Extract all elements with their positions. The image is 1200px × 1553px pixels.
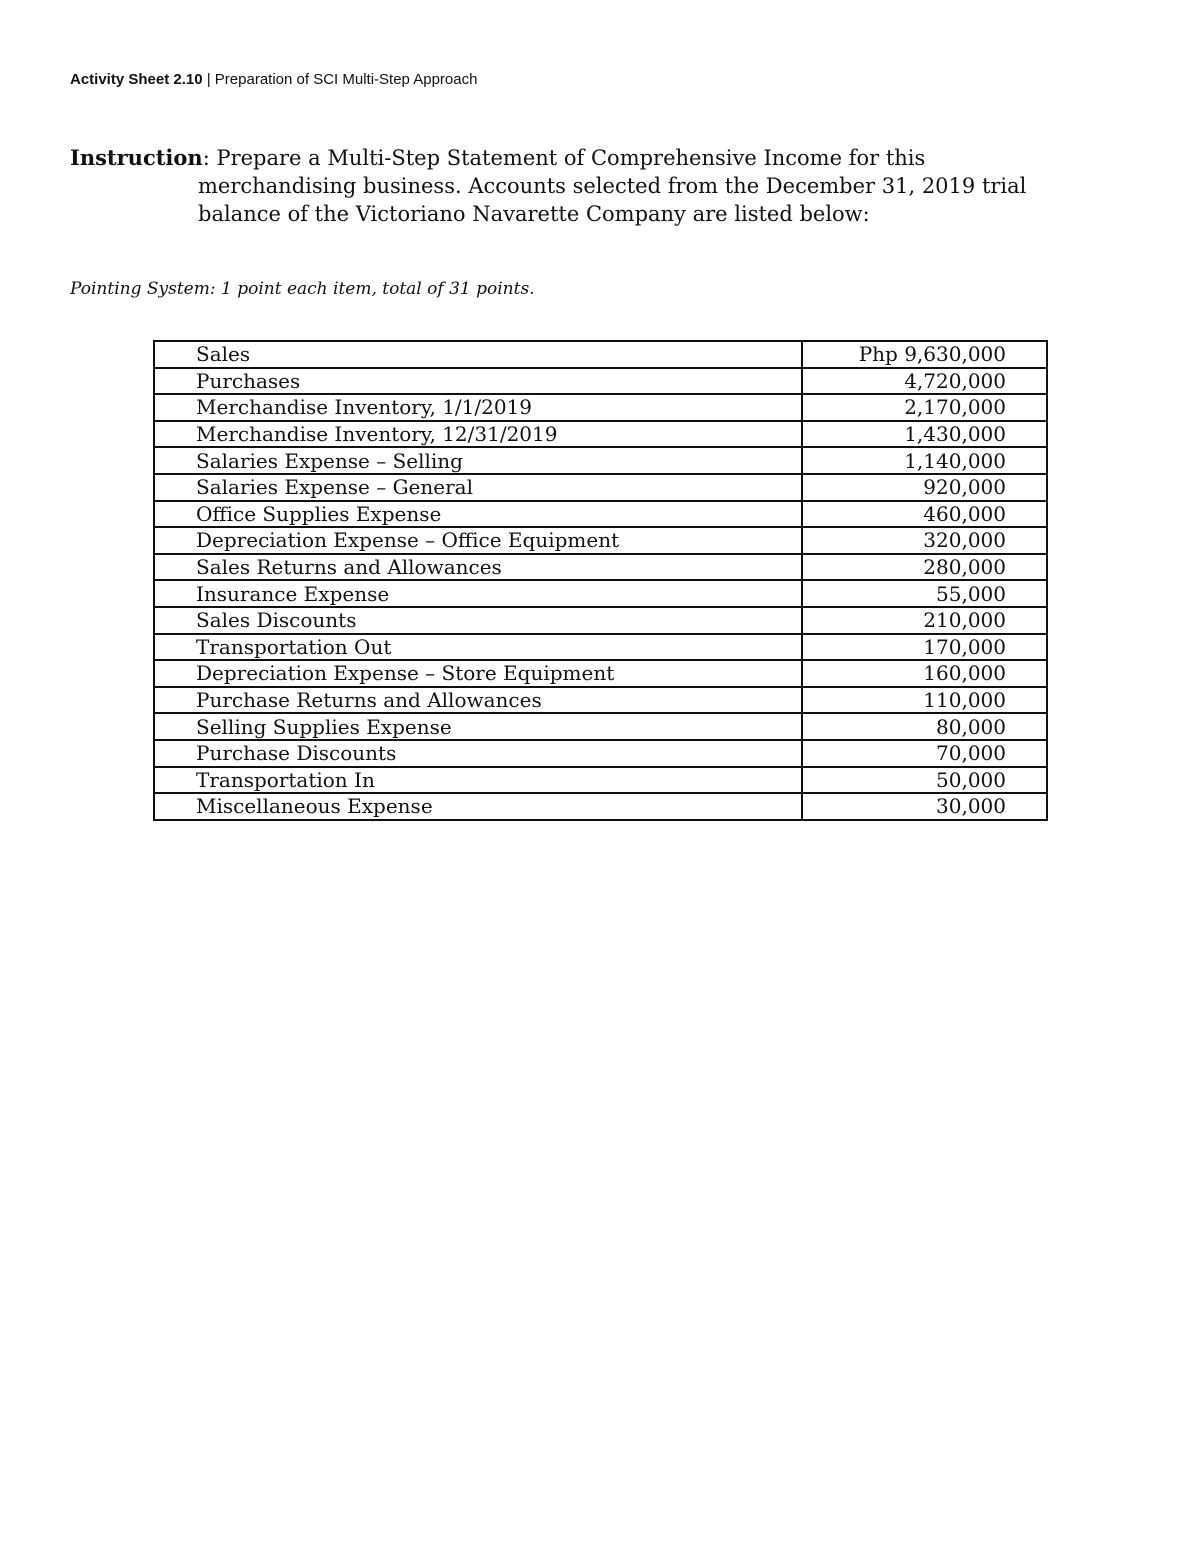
account-amount: 1,430,000	[802, 421, 1047, 448]
account-amount: 1,140,000	[802, 447, 1047, 474]
account-amount: 920,000	[802, 474, 1047, 501]
account-name: Sales	[154, 341, 802, 368]
account-name: Purchase Discounts	[154, 740, 802, 767]
header-separator: |	[202, 71, 215, 88]
sheet-title: Preparation of SCI Multi-Step Approach	[214, 71, 478, 88]
account-name: Transportation In	[154, 767, 802, 794]
table-row	[154, 634, 1047, 661]
instruction-label: Instruction	[70, 145, 203, 170]
instruction-line-1	[70, 144, 1130, 172]
account-amount: 210,000	[802, 607, 1047, 634]
instruction-text-3: balance of the Victoriano Navarette Company are listed below:	[198, 202, 870, 226]
account-amount: 460,000	[802, 501, 1047, 528]
account-amount: 55,000	[802, 580, 1047, 607]
account-amount: 160,000	[802, 660, 1047, 687]
accounts-table-body	[154, 341, 1047, 820]
table-row	[154, 793, 1047, 820]
table-row	[154, 767, 1047, 794]
account-name: Selling Supplies Expense	[154, 713, 802, 740]
account-amount: 4,720,000	[802, 368, 1047, 395]
account-name: Miscellaneous Expense	[154, 793, 802, 820]
table-row	[154, 660, 1047, 687]
account-amount: 50,000	[802, 767, 1047, 794]
account-amount: 70,000	[802, 740, 1047, 767]
instruction-text-2: merchandising business. Accounts selected from the December 31, 2019 trial	[198, 174, 1027, 198]
account-name: Purchases	[154, 368, 802, 395]
instruction-colon: :	[202, 146, 210, 170]
accounts-table	[153, 340, 1048, 821]
account-amount: 110,000	[802, 687, 1047, 714]
page-header	[70, 70, 477, 90]
account-amount: 80,000	[802, 713, 1047, 740]
account-amount: Php 9,630,000	[802, 341, 1047, 368]
account-name: Office Supplies Expense	[154, 501, 802, 528]
account-name: Merchandise Inventory, 12/31/2019	[154, 421, 802, 448]
account-amount: 2,170,000	[802, 394, 1047, 421]
instruction-text-1: Prepare a Multi-Step Statement of Comprehensive Income for this	[209, 146, 926, 170]
account-amount: 280,000	[802, 554, 1047, 581]
account-name: Sales Discounts	[154, 607, 802, 634]
account-name: Salaries Expense – Selling	[154, 447, 802, 474]
account-name: Transportation Out	[154, 634, 802, 661]
instruction-block	[70, 144, 1130, 228]
table-row	[154, 474, 1047, 501]
table-row	[154, 447, 1047, 474]
account-name: Depreciation Expense – Store Equipment	[154, 660, 802, 687]
account-amount: 170,000	[802, 634, 1047, 661]
table-row	[154, 421, 1047, 448]
table-row	[154, 527, 1047, 554]
account-name: Insurance Expense	[154, 580, 802, 607]
table-row	[154, 580, 1047, 607]
table-row	[154, 368, 1047, 395]
account-name: Salaries Expense – General	[154, 474, 802, 501]
table-row	[154, 740, 1047, 767]
table-row	[154, 554, 1047, 581]
pointing-system: Pointing System: 1 point each item, total of 31 points.	[70, 279, 535, 299]
account-amount: 30,000	[802, 793, 1047, 820]
account-name: Merchandise Inventory, 1/1/2019	[154, 394, 802, 421]
sheet-label: Activity Sheet 2.10	[70, 71, 203, 88]
table-row	[154, 394, 1047, 421]
table-row	[154, 341, 1047, 368]
table-row	[154, 501, 1047, 528]
account-amount: 320,000	[802, 527, 1047, 554]
table-row	[154, 713, 1047, 740]
table-row	[154, 687, 1047, 714]
account-name: Sales Returns and Allowances	[154, 554, 802, 581]
account-name: Purchase Returns and Allowances	[154, 687, 802, 714]
account-name: Depreciation Expense – Office Equipment	[154, 527, 802, 554]
table-row	[154, 607, 1047, 634]
